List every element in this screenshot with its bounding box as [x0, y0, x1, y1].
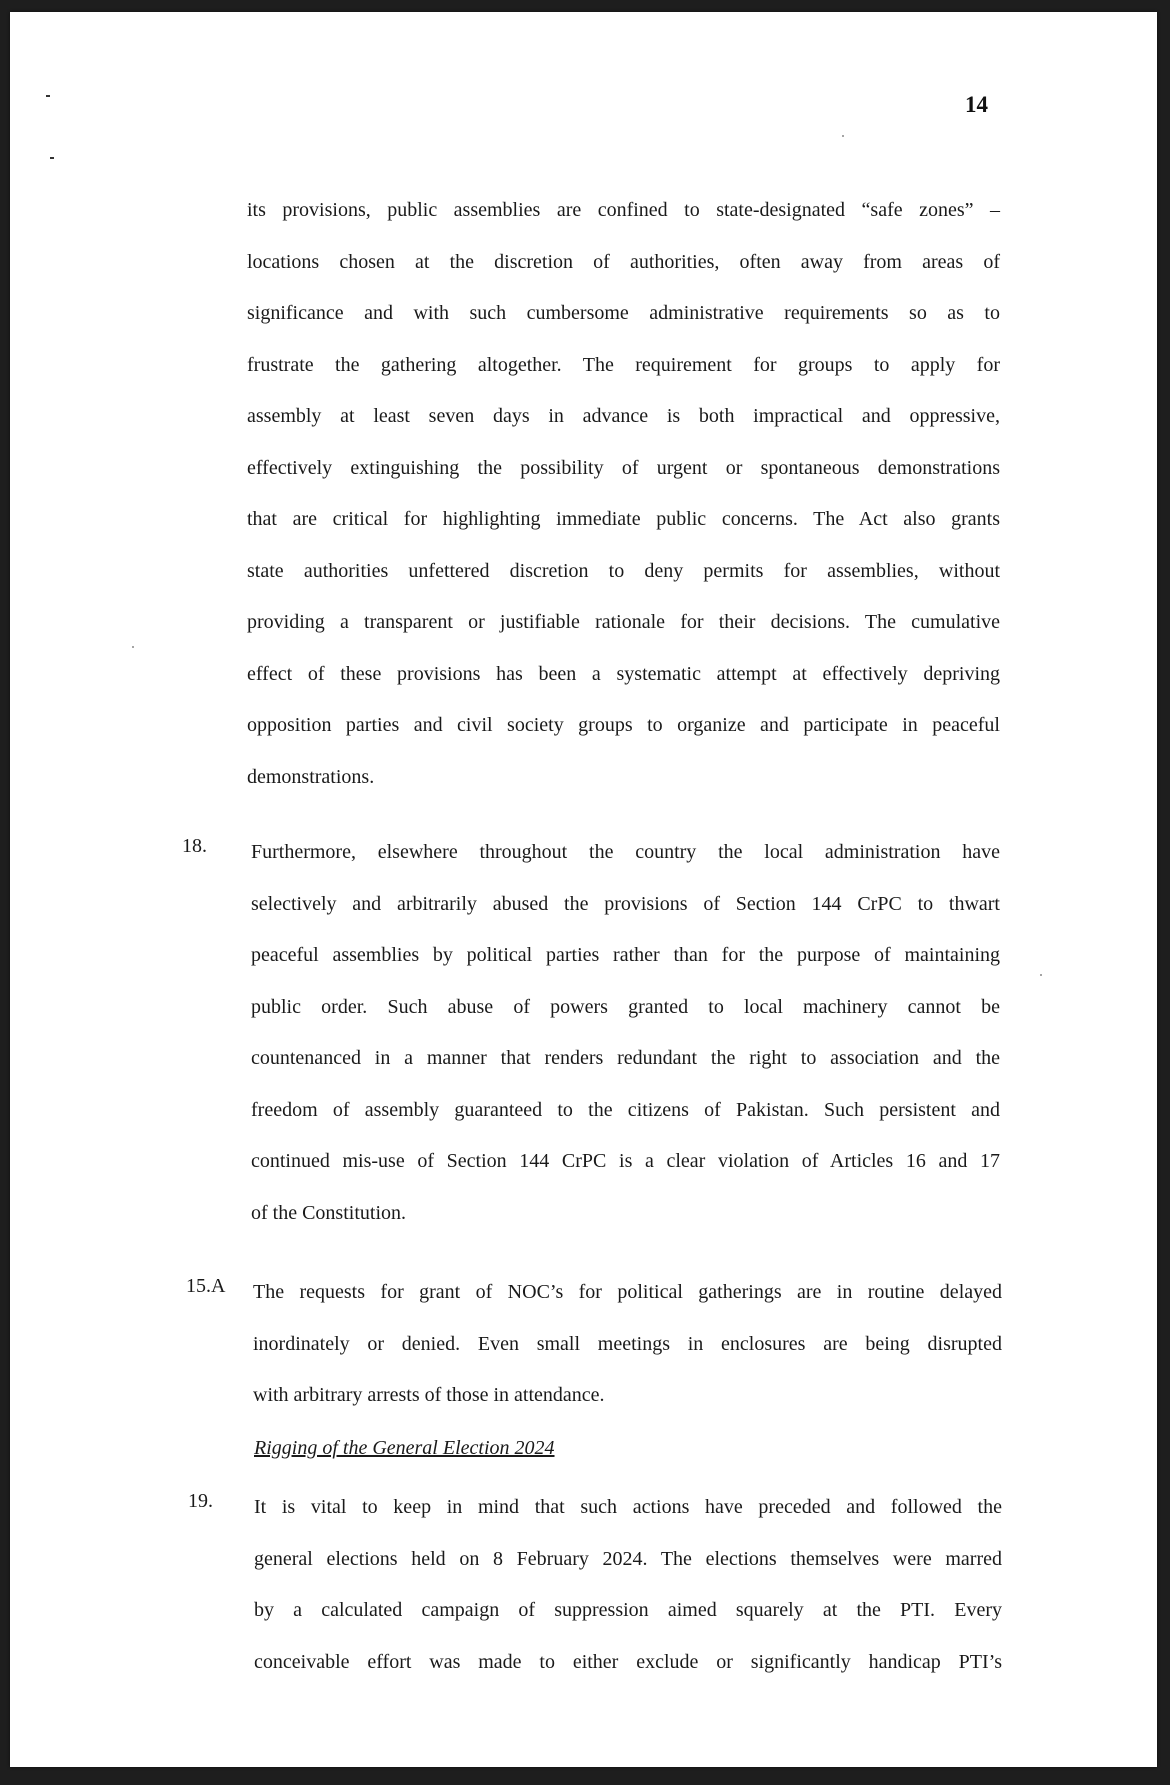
text-line: effect of these provisions has been a systematic attempt at effectively depriving — [247, 662, 1000, 685]
scan-mark — [46, 95, 50, 97]
text-line: by a calculated campaign of suppression aimed squarely at the PTI. Every — [254, 1599, 1002, 1621]
paragraph-number-19: 19. — [188, 1490, 213, 1512]
text-line: Furthermore, elsewhere throughout the country the local administration have — [251, 841, 1000, 863]
text-line: significance and with such cumbersome administrative requirements so as to — [247, 302, 1000, 324]
scan-speck — [1040, 974, 1042, 976]
scan-speck — [842, 135, 844, 137]
document-page — [10, 12, 1157, 1767]
text-line: of the Constitution. — [251, 1201, 406, 1224]
text-line: its provisions, public assemblies are confined to state-designated “safe zones” – — [247, 199, 1000, 221]
section-heading: Rigging of the General Election 2024 — [254, 1437, 555, 1459]
scan-speck — [132, 646, 134, 648]
text-line: opposition parties and civil society groups to organize and participate in peaceful — [247, 714, 1000, 736]
text-line: peaceful assemblies by political parties rather than for the purpose of maintaining — [251, 944, 1000, 966]
text-line: freedom of assembly guaranteed to the citizens of Pakistan. Such persistent and — [251, 1098, 1000, 1121]
text-line: locations chosen at the discretion of authorities, often away from areas of — [247, 250, 1000, 273]
paragraph-number-18: 18. — [182, 835, 207, 857]
text-line: frustrate the gathering altogether. The requirement for groups to apply for — [247, 353, 1000, 376]
text-line: providing a transparent or justifiable rationale for their decisions. The cumulative — [247, 611, 1000, 633]
paragraph-19 — [254, 1482, 1002, 1688]
text-line: general elections held on 8 February 2024. The elections themselves were marred — [254, 1547, 1002, 1570]
text-line: with arbitrary arrests of those in attendance. — [253, 1384, 605, 1406]
text-line: conceivable effort was made to either exclude or significantly handicap PTI’s — [254, 1650, 1002, 1673]
text-line: demonstrations. — [247, 765, 375, 788]
paragraph-18 — [251, 827, 1000, 1239]
paragraph-continuation — [247, 185, 1000, 803]
text-line: state authorities unfettered discretion to deny permits for assemblies, without — [247, 559, 1000, 582]
paragraph-15a — [253, 1267, 1002, 1422]
text-line: countenanced in a manner that renders redundant the right to association and the — [251, 1047, 1000, 1069]
text-line: It is vital to keep in mind that such actions have preceded and followed the — [254, 1496, 1002, 1518]
text-line: inordinately or denied. Even small meetings in enclosures are being disrupted — [253, 1332, 1002, 1355]
text-line: effectively extinguishing the possibility of urgent or spontaneous demonstrations — [247, 456, 1000, 479]
text-line: assembly at least seven days in advance is both impractical and oppressive, — [247, 405, 1000, 427]
page-number: 14 — [965, 92, 988, 117]
scan-mark — [50, 157, 54, 159]
text-line: that are critical for highlighting immediate public concerns. The Act also grants — [247, 508, 1000, 530]
text-line: The requests for grant of NOC’s for political gatherings are in routine delayed — [253, 1281, 1002, 1303]
text-line: selectively and arbitrarily abused the provisions of Section 144 CrPC to thwart — [251, 892, 1000, 915]
text-line: continued mis-use of Section 144 CrPC is a clear violation of Articles 16 and 17 — [251, 1150, 1000, 1172]
paragraph-number-15a: 15.A — [186, 1275, 226, 1297]
text-line: public order. Such abuse of powers granted to local machinery cannot be — [251, 995, 1000, 1018]
